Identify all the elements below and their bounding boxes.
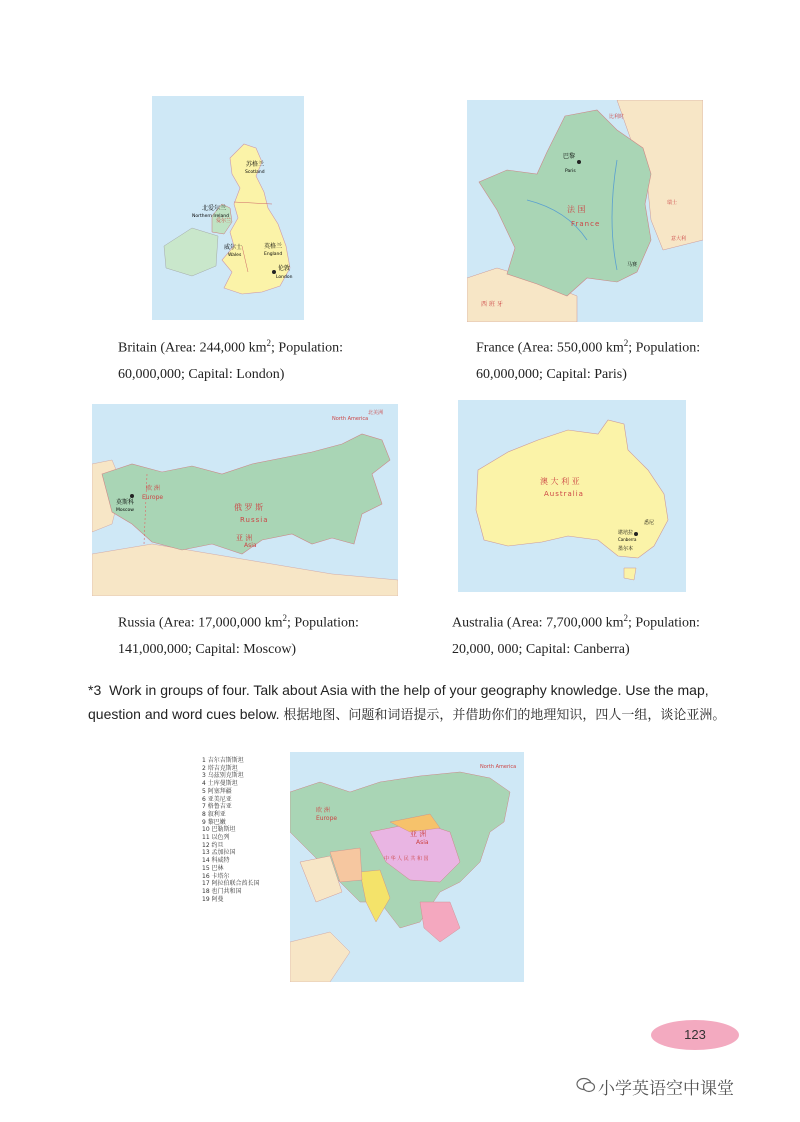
svg-text:中 华 人 民 共 和 国: 中 华 人 民 共 和 国 <box>384 856 429 862</box>
svg-text:墨尔本: 墨尔本 <box>618 546 634 552</box>
svg-text:Asia: Asia <box>416 839 429 846</box>
svg-text:France: France <box>571 220 601 228</box>
svg-text:北爱尔兰: 北爱尔兰 <box>202 205 227 212</box>
svg-text:意大利: 意大利 <box>671 236 687 242</box>
svg-text:Asia: Asia <box>244 542 257 549</box>
canberra-dot <box>634 532 638 536</box>
france-caption-line2: 60,000,000; Capital: Paris) <box>476 366 627 382</box>
france-map <box>467 100 703 322</box>
svg-text:伦敦: 伦敦 <box>278 265 291 272</box>
australia-map <box>458 400 686 592</box>
legend-item: 12 约旦 <box>202 841 224 849</box>
legend-item: 9 黎巴嫩 <box>202 818 226 826</box>
legend-item: 2 塔吉克斯坦 <box>202 764 238 772</box>
svg-text:Paris: Paris <box>565 169 576 174</box>
asia-map <box>290 752 524 982</box>
svg-text:苏格兰: 苏格兰 <box>246 161 265 168</box>
svg-text:爱尔兰: 爱尔兰 <box>216 218 232 224</box>
svg-text:North America: North America <box>480 764 517 770</box>
svg-text:瑞士: 瑞士 <box>667 200 678 206</box>
australia-caption <box>452 605 700 663</box>
australia-map-svg <box>458 400 686 592</box>
task-text-zh: 根据地图、问题和词语提示，并借助你们的地理知识，四人一组，谈论亚洲。 <box>283 708 726 723</box>
svg-text:North America: North America <box>332 416 369 422</box>
svg-text:Moscow: Moscow <box>116 508 134 513</box>
russia-caption <box>118 605 359 663</box>
svg-text:Australia: Australia <box>544 490 584 498</box>
chat-bubble-icon <box>576 1077 596 1093</box>
legend-item: 3 乌兹别克斯坦 <box>202 772 244 780</box>
legend-item: 8 叙利亚 <box>202 810 226 818</box>
asia-map-svg <box>290 752 524 982</box>
legend-item: 7 格鲁吉亚 <box>202 803 232 811</box>
legend-item: 4 土库曼斯坦 <box>202 780 238 788</box>
legend-item: 16 卡塔尔 <box>202 872 230 880</box>
britain-caption-line2: 60,000,000; Capital: London) <box>118 366 285 382</box>
britain-map-svg <box>152 96 304 320</box>
legend-item: 10 巴勒斯坦 <box>202 826 236 834</box>
page-number: 123 <box>684 1027 706 1042</box>
britain-caption-line1: Britain (Area: 244,000 $km^2$; Population: <box>118 338 343 356</box>
task-number: *3 <box>88 682 102 698</box>
legend-item: 19 阿曼 <box>202 895 224 903</box>
svg-text:北美洲: 北美洲 <box>368 410 384 416</box>
svg-text:英格兰: 英格兰 <box>264 243 283 250</box>
moscow-dot <box>130 494 134 498</box>
svg-text:莫斯科: 莫斯科 <box>116 499 135 506</box>
svg-text:欧 洲: 欧 洲 <box>146 485 160 492</box>
svg-text:London: London <box>276 275 293 280</box>
svg-text:亚 洲: 亚 洲 <box>410 830 427 838</box>
svg-text:巴黎: 巴黎 <box>563 153 576 160</box>
legend-item: 15 巴林 <box>202 864 224 872</box>
legend-item: 18 也门共和国 <box>202 887 242 895</box>
legend-item: 11 以色列 <box>202 834 230 842</box>
task-instruction <box>88 678 728 728</box>
britain-caption <box>118 330 343 388</box>
svg-text:亚 洲: 亚 洲 <box>236 534 253 542</box>
asia-map-legend <box>202 757 302 903</box>
france-caption-line1: France (Area: 550,000 $km^2$; Population: <box>476 338 701 356</box>
svg-text:Northern Ireland: Northern Ireland <box>192 214 229 219</box>
svg-text:比利时: 比利时 <box>609 114 625 120</box>
legend-item: 5 阿塞拜疆 <box>202 787 232 795</box>
britain-map <box>152 96 304 320</box>
russia-caption-line1: Russia (Area: 17,000,000 $km^2$; Population: <box>118 613 359 631</box>
france-caption <box>476 330 700 388</box>
svg-text:England: England <box>264 252 283 257</box>
france-map-svg <box>467 100 703 322</box>
australia-caption-line2: 20,000, 000; Capital: Canberra) <box>452 641 630 657</box>
svg-text:悉尼: 悉尼 <box>644 520 655 526</box>
legend-item: 13 孟加拉国 <box>202 849 236 857</box>
svg-text:西 班 牙: 西 班 牙 <box>481 301 503 308</box>
svg-text:Europe: Europe <box>316 815 338 822</box>
svg-text:Wales: Wales <box>228 253 242 258</box>
australia-caption-line1: Australia (Area: 7,700,000 $km^2$; Population: <box>452 613 700 631</box>
svg-text:Scotland: Scotland <box>245 170 265 175</box>
svg-text:俄 罗 斯: 俄 罗 斯 <box>234 503 264 512</box>
russia-caption-line2: 141,000,000; Capital: Moscow) <box>118 641 297 657</box>
svg-text:威尔士: 威尔士 <box>224 244 243 251</box>
page-number-badge <box>651 1020 739 1050</box>
legend-item: 6 亚美尼亚 <box>202 795 232 803</box>
watermark-text: 小学英语空中课堂 <box>598 1079 734 1099</box>
svg-text:法 国: 法 国 <box>567 205 586 214</box>
svg-text:澳 大 利 亚: 澳 大 利 亚 <box>540 477 580 486</box>
russia-map-svg <box>92 404 398 596</box>
legend-item: 1 吉尔吉斯斯坦 <box>202 757 244 764</box>
legend-item: 17 阿拉伯联合酋长国 <box>202 880 260 888</box>
legend-item: 14 科威特 <box>202 857 230 865</box>
london-dot <box>272 270 276 274</box>
svg-text:Europe: Europe <box>142 494 164 501</box>
svg-text:欧 洲: 欧 洲 <box>316 807 330 814</box>
task-text: Work in groups of four. Talk about Asia with the help of your geography knowledge. Use the map, question and word cues below. <box>88 682 709 722</box>
svg-text:Canberra: Canberra <box>618 537 637 542</box>
russia-map <box>92 404 398 596</box>
svg-text:Russia: Russia <box>240 516 269 524</box>
paris-dot <box>577 160 581 164</box>
svg-text:堪培拉: 堪培拉 <box>618 530 634 536</box>
svg-text:马赛: 马赛 <box>627 262 638 268</box>
